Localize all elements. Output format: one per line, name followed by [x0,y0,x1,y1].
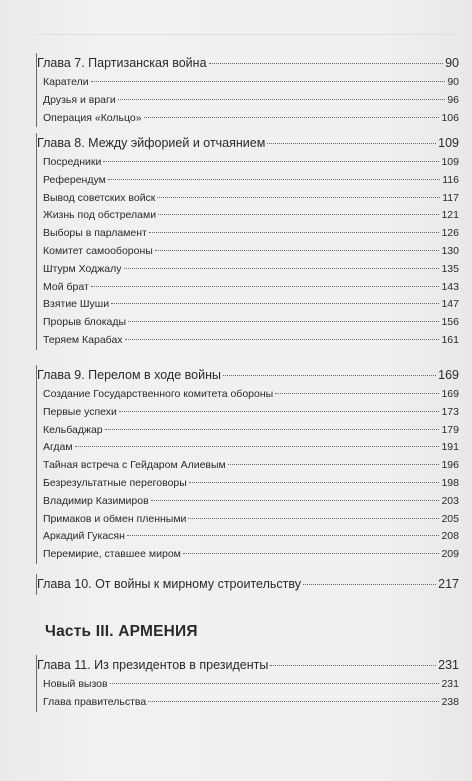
toc-chapter-row[interactable] [37,133,459,154]
section-title: Операция «Кольцо» [43,111,142,124]
page-number: 143 [441,280,459,293]
page-number: 126 [441,227,459,240]
page-number: 231 [438,658,459,672]
section-title: Выборы в парламент [43,227,147,240]
leader-dots [124,268,440,269]
page-number: 109 [438,136,459,150]
toc-section-row[interactable] [43,439,459,457]
toc-section-row[interactable] [43,332,459,350]
section-title: Кельбаджар [43,423,103,436]
section-title: Каратели [43,76,89,88]
page-number: 130 [441,244,459,257]
section-title: Создание Государственного комитета обороны [43,388,274,400]
leader-dots [110,683,440,684]
leader-dots [91,286,440,287]
toc-section-row[interactable] [43,404,459,422]
page-number: 116 [442,173,459,186]
leader-dots [188,518,439,519]
chapter-title: Глава 9. Перелом в ходе войны [37,368,221,382]
chapter-title: Глава 10. От войны к мирному строительству [37,577,301,591]
leader-dots [118,99,446,100]
leader-dots [149,232,440,233]
toc-chapter-row[interactable] [37,365,459,386]
toc-section-row[interactable] [43,422,459,440]
leader-dots [303,584,436,585]
section-title: Посредники [43,156,102,168]
toc-section-row[interactable] [43,546,459,564]
leader-dots [189,482,440,483]
toc-section-row[interactable] [43,475,459,493]
toc-section-row[interactable] [43,207,459,225]
toc-section-row[interactable] [43,261,459,279]
toc-section-row[interactable] [43,386,459,404]
leader-dots [119,411,440,412]
page-number: 238 [441,695,459,708]
chapter-title: Глава 8. Между эйфорией и отчаянием [37,136,266,150]
page-number: 117 [442,191,459,204]
leader-dots [158,214,439,215]
page-number: 106 [441,111,459,124]
section-title: Прорыв блокады [43,316,127,329]
leader-dots [105,429,440,430]
leader-dots [111,303,439,304]
section-title: Перемирие, ставшее миром [43,548,181,561]
section-title: Тайная встреча с Гейдаром Алиевым [43,459,226,472]
leader-dots [157,197,440,198]
page-number: 96 [447,93,459,106]
leader-dots [148,701,439,702]
page-number: 90 [445,56,459,70]
leader-dots [209,63,444,64]
toc-section-row[interactable] [43,528,459,546]
leader-dots [125,339,440,340]
leader-dots [128,321,439,322]
chapter-7-block [36,53,459,127]
chapter-11-block [36,655,459,712]
leader-dots [108,179,440,180]
section-title: Комитет самообороны [43,244,153,257]
page-number: 169 [438,368,459,382]
toc-section-row[interactable] [43,457,459,475]
toc-chapter-row[interactable] [37,53,459,74]
page-number: 179 [441,423,459,436]
page-number: 161 [441,333,459,346]
page-number: 205 [441,512,459,525]
toc-section-row[interactable] [43,676,459,694]
page-number: 90 [447,76,459,88]
page-number: 196 [441,459,459,472]
page-number: 208 [441,530,459,543]
leader-dots [267,143,436,144]
section-title: Мой брат [43,280,89,293]
divider [36,34,456,35]
toc-section-row[interactable] [43,511,459,529]
toc-section-row[interactable] [43,314,459,332]
chapter-9-block [36,365,459,564]
section-title: Владимир Казимиров [43,494,149,507]
toc-chapter-row[interactable] [37,574,459,595]
section-title: Первые успехи [43,405,117,418]
page-number: 198 [441,476,459,489]
toc-section-row[interactable] [43,74,459,92]
toc-section-row[interactable] [43,694,459,712]
page-number: 169 [441,388,459,400]
section-title: Аркадий Гукасян [43,530,125,543]
toc-section-row[interactable] [43,296,459,314]
part-heading: Часть III. АРМЕНИЯ [45,623,198,640]
toc-section-row[interactable] [43,154,459,172]
page-number: 203 [441,494,459,507]
leader-dots [127,535,440,536]
leader-dots [155,250,440,251]
leader-dots [183,553,440,554]
toc-section-row[interactable] [43,493,459,511]
leader-dots [75,446,440,447]
page-number: 109 [441,156,459,168]
leader-dots [270,665,436,666]
leader-dots [223,375,436,376]
page-number: 217 [438,577,459,591]
section-title: Теряем Карабах [43,333,123,346]
leader-dots [91,81,446,82]
chapter-8-block [36,133,459,350]
page-number: 191 [441,441,459,454]
page-number: 156 [441,316,459,329]
page-number: 121 [441,209,459,222]
page-number: 231 [441,678,459,690]
section-title: Штурм Ходжалу [43,262,122,275]
leader-dots [144,117,440,118]
section-title: Глава правительства [43,695,147,708]
page-number: 173 [441,405,459,418]
section-title: Безрезультатные переговоры [43,476,187,489]
page-number: 135 [441,262,459,275]
section-title: Друзья и враги [43,93,116,106]
chapter-title: Глава 7. Партизанская война [37,56,207,70]
leader-dots [275,393,439,394]
leader-dots [103,161,439,162]
section-title: Взятие Шуши [43,298,110,311]
leader-dots [228,464,440,465]
toc-chapter-row[interactable] [37,655,459,676]
chapter-title: Глава 11. Из президентов в президенты [37,658,269,672]
section-title: Референдум [43,173,106,186]
toc-section-row[interactable] [43,92,459,110]
toc-section-row[interactable] [43,110,459,128]
toc-section-row[interactable] [43,243,459,261]
toc-section-row[interactable] [43,225,459,243]
section-title: Агдам [43,441,73,454]
page-number: 147 [441,298,459,311]
toc-section-row[interactable] [43,190,459,208]
section-title: Вывод советских войск [43,191,156,204]
page-number: 209 [441,548,459,561]
toc-section-row[interactable] [43,279,459,297]
section-title: Новый вызов [43,678,108,690]
chapter-10-block [36,574,459,595]
toc-section-row[interactable] [43,172,459,190]
leader-dots [151,500,440,501]
section-title: Жизнь под обстрелами [43,209,157,222]
section-title: Примаков и обмен пленными [43,512,187,525]
